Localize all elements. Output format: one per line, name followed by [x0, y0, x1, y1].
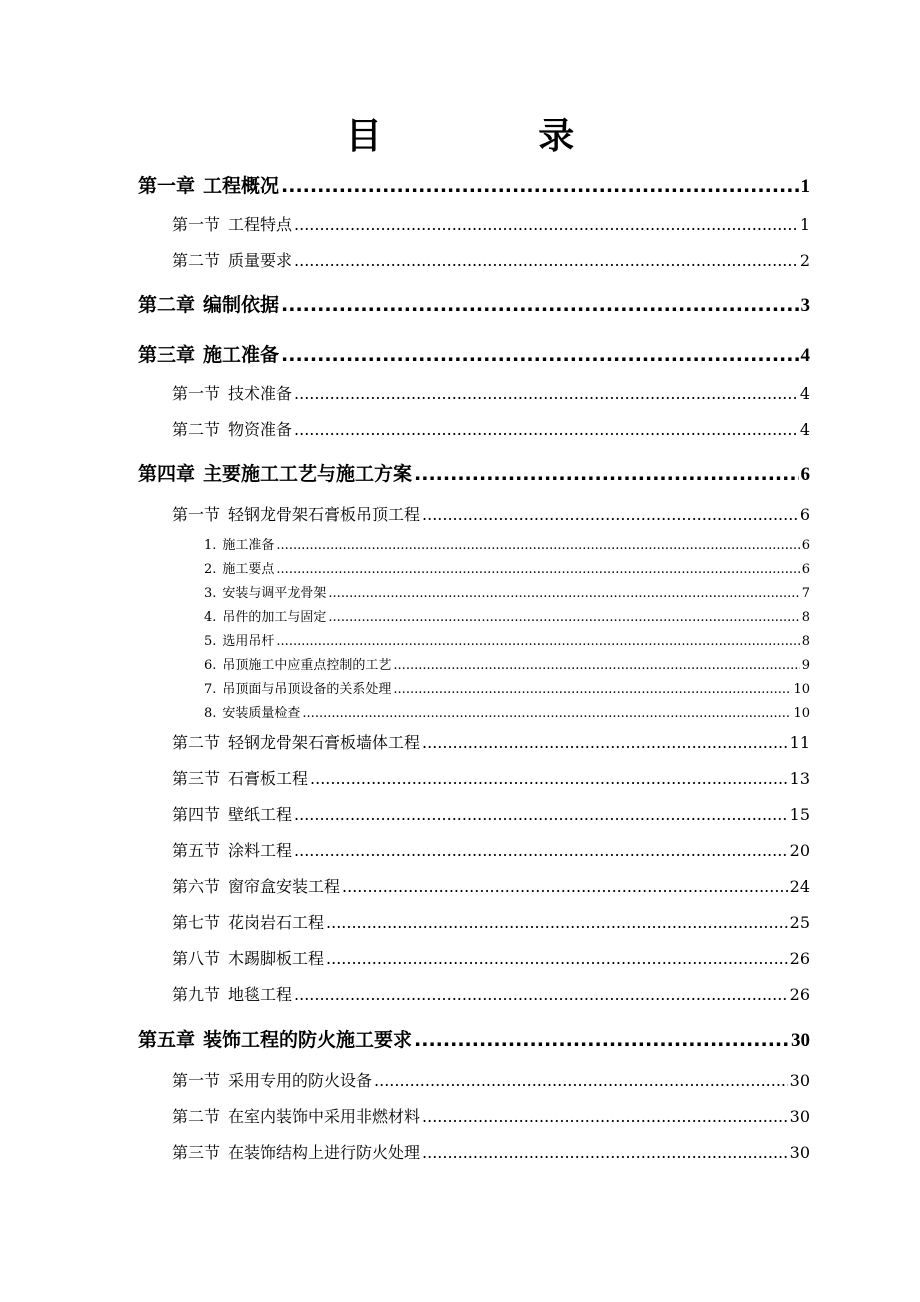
- toc-entry-page: 3: [800, 295, 810, 316]
- toc-entry-page: 26: [789, 949, 810, 968]
- toc-entry-section[interactable]: [172, 1104, 810, 1130]
- toc-entry-chapter[interactable]: [138, 171, 810, 201]
- toc-entry-page: 6: [801, 538, 810, 553]
- toc-entry-number: 8.: [204, 706, 217, 721]
- toc-entry-page: 9: [801, 658, 810, 673]
- toc-entry-page: 13: [789, 769, 810, 788]
- dot-leader: [342, 874, 788, 900]
- toc-entry-item[interactable]: [204, 680, 810, 700]
- toc-entry-section[interactable]: [172, 946, 810, 972]
- toc-entry-section[interactable]: [172, 838, 810, 864]
- toc-entry-title: 吊顶面与吊顶设备的关系处理: [222, 682, 392, 697]
- toc-entry-title: 窗帘盒安装工程: [228, 877, 341, 896]
- toc-entry-section[interactable]: [172, 502, 810, 528]
- dot-leader: [328, 608, 799, 628]
- toc-entry-label: [138, 290, 279, 320]
- toc-entry-label: [204, 656, 391, 676]
- toc-entry-number: 第一节: [172, 215, 221, 234]
- toc-entry-title: 地毯工程: [228, 985, 293, 1004]
- toc-entry-label: [204, 632, 274, 652]
- toc-entry-title: 采用专用的防火设备: [228, 1071, 373, 1090]
- toc-entry-label: [138, 1025, 412, 1055]
- toc-entry-number: 第八节: [172, 949, 221, 968]
- toc-entry-section[interactable]: [172, 1140, 810, 1166]
- toc-entry-title: 木踢脚板工程: [228, 949, 325, 968]
- dot-leader: [414, 459, 798, 489]
- toc-entry-number: 第一章: [138, 175, 196, 197]
- toc-entry-item[interactable]: [204, 632, 810, 652]
- toc-entry-page: 30: [789, 1071, 810, 1090]
- toc-entry-page: 4: [799, 384, 810, 403]
- toc-entry-page: 1: [800, 176, 810, 197]
- toc-entry-number: 第五章: [138, 1029, 196, 1051]
- toc-entry-page: 1: [799, 215, 810, 234]
- toc-entry-page: 10: [793, 682, 810, 697]
- toc-entry-label: [172, 910, 324, 936]
- toc-entry-section[interactable]: [172, 212, 810, 238]
- toc-entry-page: 20: [789, 841, 810, 860]
- toc-entry-number: 5.: [204, 634, 217, 649]
- toc-entry-section[interactable]: [172, 910, 810, 936]
- dot-leader: [374, 1068, 788, 1094]
- toc-entry-page: 7: [801, 586, 810, 601]
- toc-entry-section[interactable]: [172, 1068, 810, 1094]
- toc-entry-label: [172, 1068, 372, 1094]
- toc-entry-label: [204, 560, 274, 580]
- toc-entry-number: 第九节: [172, 985, 221, 1004]
- toc-entry-label: [204, 680, 391, 700]
- toc-entry-title: 石膏板工程: [228, 769, 309, 788]
- toc-entry-page: 10: [793, 706, 810, 721]
- toc-entry-title: 技术准备: [228, 384, 293, 403]
- toc-entry-title: 吊顶施工中应重点控制的工艺: [222, 658, 392, 673]
- toc-entry-title: 花岗岩石工程: [228, 913, 325, 932]
- toc-entry-number: 2.: [204, 562, 217, 577]
- toc-entry-number: 第七节: [172, 913, 221, 932]
- toc-entry-page: 6: [799, 505, 810, 524]
- toc-entry-number: 第三节: [172, 1143, 221, 1162]
- toc-entry-number: 第二节: [172, 251, 221, 270]
- toc-entry-page: 30: [789, 1143, 810, 1162]
- toc-entry-page: 4: [800, 345, 810, 366]
- toc-entry-title: 安装与调平龙骨架: [222, 586, 327, 601]
- toc-entry-section[interactable]: [172, 730, 810, 756]
- toc-entry-title: 在装饰结构上进行防火处理: [228, 1143, 421, 1162]
- toc-entry-page: 8: [801, 610, 810, 625]
- toc-entry-number: 第一节: [172, 505, 221, 524]
- toc-entry-number: 第四节: [172, 805, 221, 824]
- toc-entry-page: 2: [799, 251, 810, 270]
- toc-entry-item[interactable]: [204, 704, 810, 724]
- toc-entry-label: [172, 802, 292, 828]
- toc-entry-page: 6: [800, 464, 810, 485]
- toc-entry-page: 4: [799, 420, 810, 439]
- toc-entry-chapter[interactable]: [138, 459, 810, 489]
- toc-entry-label: [204, 608, 326, 628]
- dot-leader: [422, 1140, 788, 1166]
- toc-entry-number: 第三章: [138, 344, 196, 366]
- dot-leader: [326, 910, 788, 936]
- toc-entry-label: [204, 584, 326, 604]
- toc-entry-title: 施工要点: [222, 562, 275, 577]
- toc-entry-label: [172, 248, 292, 274]
- toc-entry-section[interactable]: [172, 874, 810, 900]
- dot-leader: [294, 802, 788, 828]
- dot-leader: [422, 730, 788, 756]
- toc-entry-number: 3.: [204, 586, 217, 601]
- toc-entry-label: [138, 459, 412, 489]
- toc-entry-page: 24: [789, 877, 810, 896]
- toc-entry-number: 第二节: [172, 733, 221, 752]
- toc-entry-title: 物资准备: [228, 420, 293, 439]
- toc-entry-item[interactable]: [204, 608, 810, 628]
- toc-entry-title: 编制依据: [203, 294, 280, 316]
- toc-entry-label: [172, 1104, 420, 1130]
- toc-entry-number: 第四章: [138, 463, 196, 485]
- dot-leader: [326, 946, 788, 972]
- toc-entry-page: 11: [789, 733, 810, 752]
- dot-leader: [276, 632, 799, 652]
- toc-entry-number: 第二节: [172, 420, 221, 439]
- toc-entry-label: [204, 704, 300, 724]
- toc-entry-chapter[interactable]: [138, 340, 810, 370]
- toc-entry-number: 第二节: [172, 1107, 221, 1126]
- toc-entry-page: 6: [801, 562, 810, 577]
- dot-leader: [294, 212, 798, 238]
- dot-leader: [422, 1104, 788, 1130]
- toc-entry-section[interactable]: [172, 381, 810, 407]
- toc-entry-title: 施工准备: [203, 344, 280, 366]
- toc-entry-title: 质量要求: [228, 251, 293, 270]
- dot-leader: [276, 536, 799, 556]
- toc-entry-number: 6.: [204, 658, 217, 673]
- toc-entry-page: 26: [789, 985, 810, 1004]
- toc-entry-number: 第一节: [172, 384, 221, 403]
- dot-leader: [294, 381, 798, 407]
- toc-entry-title: 主要施工工艺与施工方案: [203, 463, 413, 485]
- dot-leader: [276, 560, 799, 580]
- toc-entry-label: [204, 536, 274, 556]
- toc-entry-label: [172, 766, 308, 792]
- toc-entry-label: [172, 874, 340, 900]
- toc-entry-number: 第五节: [172, 841, 221, 860]
- toc-entry-number: 1.: [204, 538, 217, 553]
- toc-entry-section[interactable]: [172, 248, 810, 274]
- toc-entry-label: [138, 340, 279, 370]
- toc-entry-section[interactable]: [172, 802, 810, 828]
- dot-leader: [310, 766, 788, 792]
- toc-entry-item[interactable]: [204, 584, 810, 604]
- toc-entry-title: 选用吊杆: [222, 634, 275, 649]
- toc-entry-section[interactable]: [172, 417, 810, 443]
- toc-entry-label: [138, 171, 279, 201]
- dot-leader: [281, 340, 798, 370]
- toc-entry-item[interactable]: [204, 536, 810, 556]
- toc-entry-label: [172, 1140, 420, 1166]
- toc-entry-label: [172, 838, 292, 864]
- toc-entry-title: 壁纸工程: [228, 805, 293, 824]
- toc-entry-item[interactable]: [204, 560, 810, 580]
- toc-entry-title: 涂料工程: [228, 841, 293, 860]
- toc-entry-number: 第三节: [172, 769, 221, 788]
- toc-entry-chapter[interactable]: [138, 1025, 810, 1055]
- toc-entry-title: 工程概况: [203, 175, 280, 197]
- toc-entry-chapter[interactable]: [138, 290, 810, 320]
- toc-entry-title: 装饰工程的防火施工要求: [203, 1029, 413, 1051]
- dot-leader: [294, 982, 788, 1008]
- toc-entry-label: [172, 381, 292, 407]
- dot-leader: [393, 680, 791, 700]
- toc-entry-title: 轻钢龙骨架石膏板墙体工程: [228, 733, 421, 752]
- dot-leader: [414, 1025, 789, 1055]
- dot-leader: [422, 502, 798, 528]
- dot-leader: [294, 838, 788, 864]
- dot-leader: [294, 417, 798, 443]
- toc-entry-label: [172, 730, 420, 756]
- toc-entry-number: 第二章: [138, 294, 196, 316]
- toc-entry-item[interactable]: [204, 656, 810, 676]
- toc-entry-page: 30: [789, 1107, 810, 1126]
- toc-entry-section[interactable]: [172, 982, 810, 1008]
- toc-entry-number: 第一节: [172, 1071, 221, 1090]
- toc-entry-number: 7.: [204, 682, 217, 697]
- toc-entry-label: [172, 946, 324, 972]
- toc-entry-title: 安装质量检查: [222, 706, 301, 721]
- toc-entry-label: [172, 417, 292, 443]
- toc-entry-page: 30: [791, 1030, 810, 1051]
- toc-entry-number: 第六节: [172, 877, 221, 896]
- toc-entry-page: 15: [789, 805, 810, 824]
- toc-entry-section[interactable]: [172, 766, 810, 792]
- toc-entry-number: 4.: [204, 610, 217, 625]
- toc-entry-page: 25: [789, 913, 810, 932]
- toc-entry-title: 工程特点: [228, 215, 293, 234]
- toc-entry-label: [172, 502, 420, 528]
- toc-entry-page: 8: [801, 634, 810, 649]
- dot-leader: [328, 584, 799, 604]
- dot-leader: [281, 290, 798, 320]
- toc-entry-title: 施工准备: [222, 538, 275, 553]
- toc-entry-title: 轻钢龙骨架石膏板吊顶工程: [228, 505, 421, 524]
- dot-leader: [281, 171, 798, 201]
- dot-leader: [393, 656, 799, 676]
- toc-entry-title: 吊件的加工与固定: [222, 610, 327, 625]
- dot-leader: [294, 248, 798, 274]
- toc-entry-label: [172, 212, 292, 238]
- toc-entry-title: 在室内装饰中采用非燃材料: [228, 1107, 421, 1126]
- page-title: 目 录: [345, 116, 647, 157]
- toc-entry-label: [172, 982, 292, 1008]
- dot-leader: [302, 704, 791, 724]
